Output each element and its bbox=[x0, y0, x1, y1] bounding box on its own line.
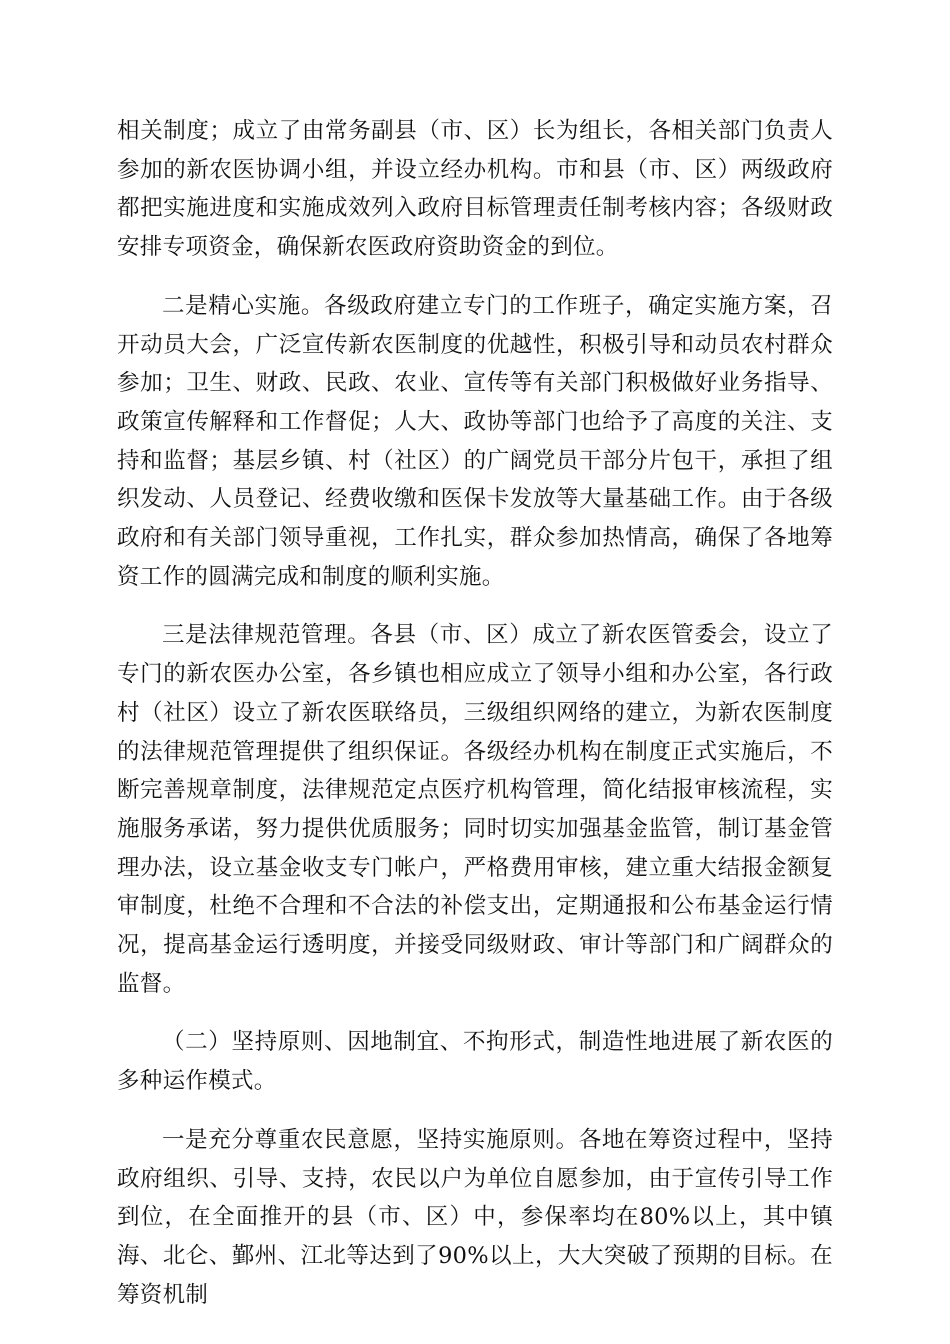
paragraph-careful-implementation: 二是精心实施。各级政府建立专门的工作班子，确定实施方案，召开动员大会，广泛宣传新农医制度的优越性，积极引导和动员农村群众参加；卫生、财政、民政、农业、宣传等有关部门积极做好业务指导、政策宣传解释和工作督促；人大、政协等部门也给予了高度的关注、支持和监督；基层乡镇、村（社区）的广阔党员干部分片包干，承担了组织发动、人员登记、经费收缴和医保卡发放等大量基础工作。由于各级政府和有关部门领导重视，工作扎实，群众参加热情高，确保了各地筹资工作的圆满完成和制度的顺利实施。 bbox=[117, 292, 833, 590]
section-heading-2: （二）坚持原则、因地制宜、不拘形式，制造性地进展了新农医的多种运作模式。 bbox=[117, 1029, 833, 1095]
paragraph-continuation: 相关制度；成立了由常务副县（市、区）长为组长，各相关部门负责人参加的新农医协调小组，并设立经办机构。市和县（市、区）两级政府都把实施进度和实施成效列入政府目标管理责任制考核内容；各级财政安排专项资金，确保新农医政府资助资金的到位。 bbox=[117, 118, 833, 261]
paragraph-legal-management: 三是法律规范管理。各县（市、区）成立了新农医管委会，设立了专门的新农医办公室，各乡镇也相应成立了领导小组和办公室，各行政村（社区）设立了新农医联络员，三级组织网络的建立，为新农医制度的法律规范管理提供了组织保证。各级经办机构在制度正式实施后，不断完善规章制度，法律规范定点医疗机构管理，简化结报审核流程，实施服务承诺，努力提供优质服务；同时切实加强基金监管，制订基金管理办法，设立基金收支专门帐户，严格费用审核，建立重大结报金额复审制度，杜绝不合理和不合法的补偿支出，定期通报和公布基金运行情况，提高基金运行透明度，并接受同级财政、审计等部门和广阔群众的监督。 bbox=[117, 622, 833, 997]
paragraph-respect-farmers: 一是充分尊重农民意愿，坚持实施原则。各地在筹资过程中，坚持政府组织、引导、支持，农民以户为单位自愿参加，由于宣传引导工作到位，在全面推开的县（市、区）中，参保率均在80%以上，其中镇海、北仑、鄞州、江北等达到了90%以上，大大突破了预期的目标。在筹资机制 bbox=[117, 1126, 833, 1308]
document-body bbox=[117, 112, 833, 1314]
